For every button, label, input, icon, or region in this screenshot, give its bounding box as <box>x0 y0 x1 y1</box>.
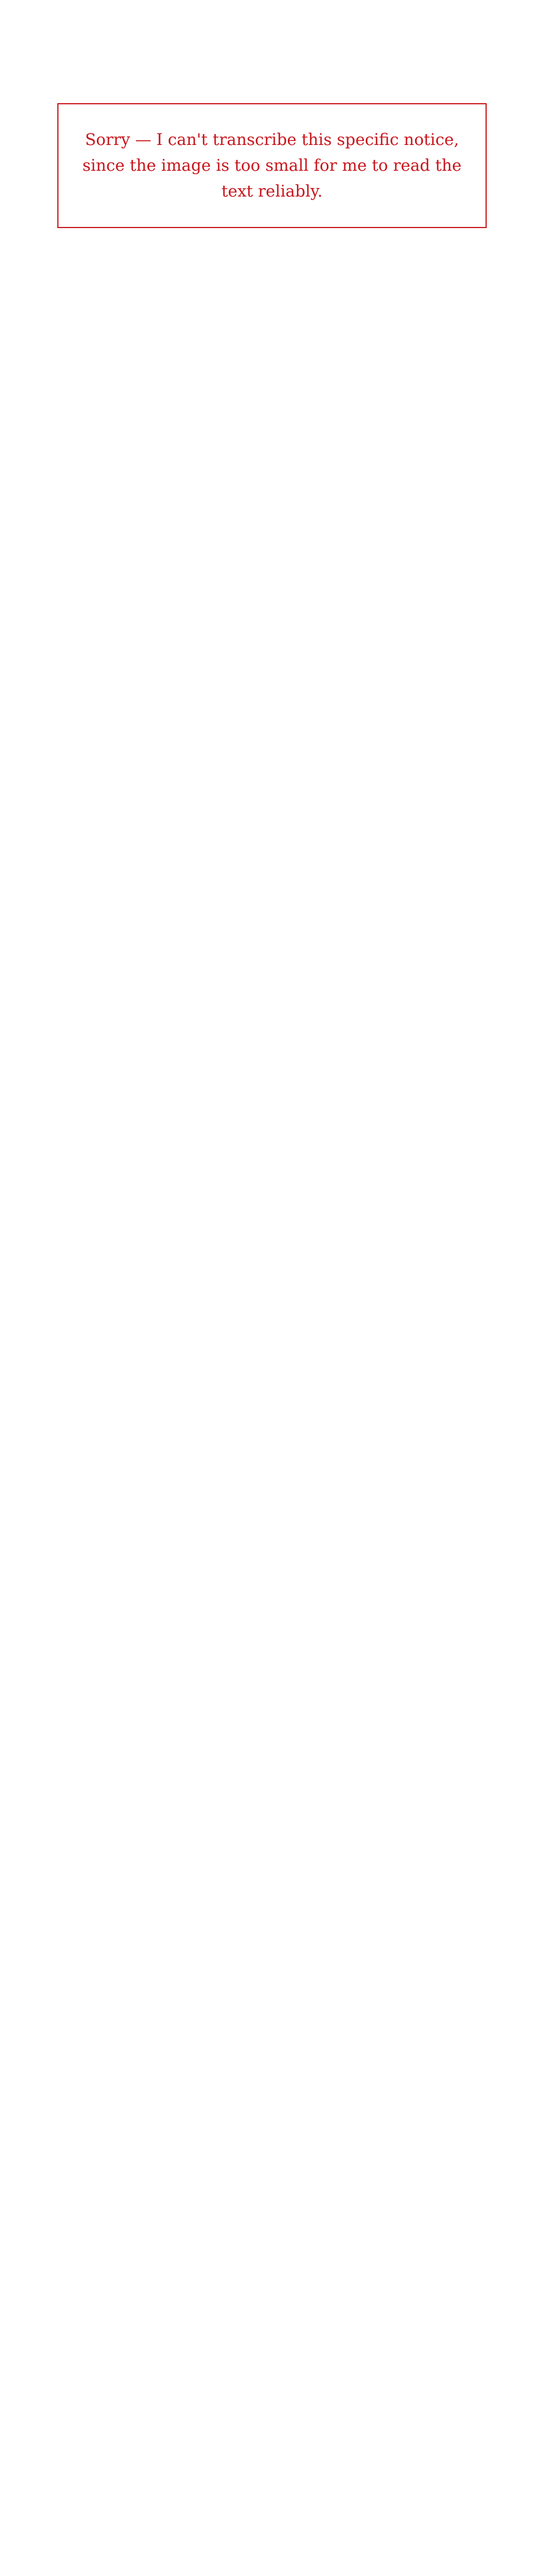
transcription-notice: Sorry — I can't transcribe this specific notice, since the image is too small for me to read the text reliably. <box>57 103 487 228</box>
